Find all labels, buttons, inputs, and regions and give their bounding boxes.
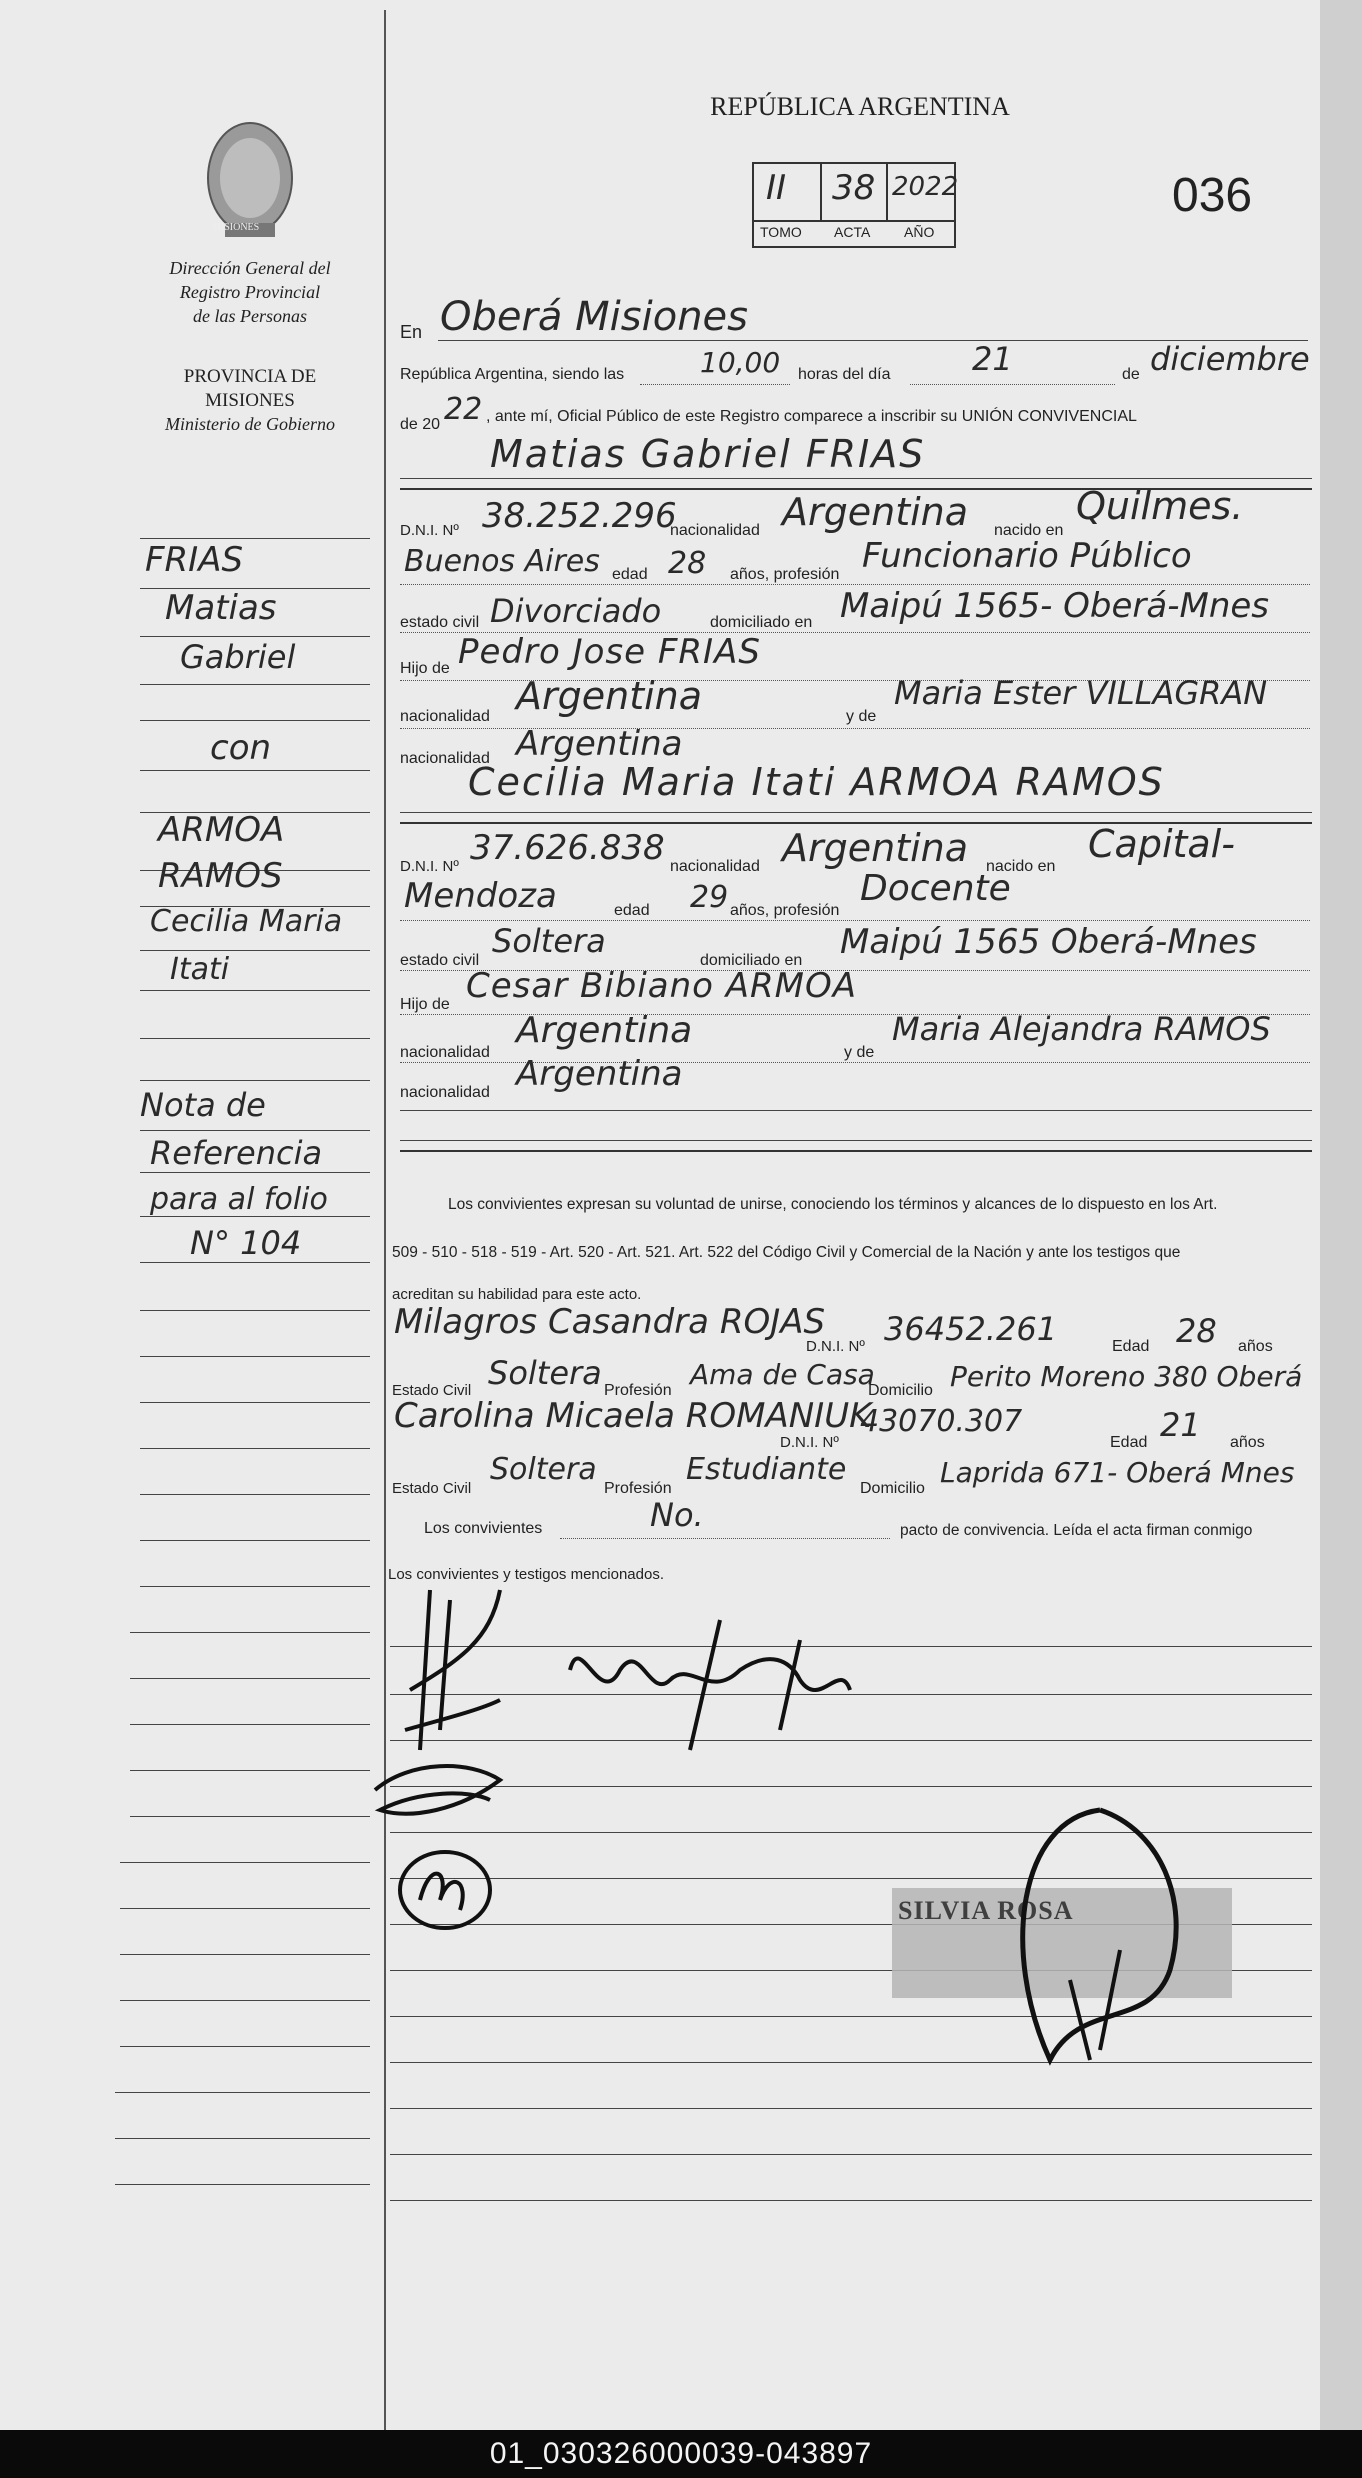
provincia-text: PROVINCIA DE bbox=[183, 366, 317, 387]
witness2-dni: 43070.307 bbox=[860, 1404, 1023, 1439]
party1-estado: Divorciado bbox=[490, 592, 662, 630]
edad-label-1: edad bbox=[612, 566, 648, 583]
margin-surname-2: ARMOA bbox=[158, 810, 285, 850]
yde-label-2: y de bbox=[844, 1044, 875, 1061]
nacido-label-2: nacido en bbox=[986, 858, 1056, 875]
party1-mother-nac: Argentina bbox=[516, 724, 683, 764]
margin-note-4: N° 104 bbox=[190, 1224, 302, 1262]
page-edge bbox=[1320, 0, 1362, 2430]
registry-box bbox=[752, 162, 959, 248]
legal-text-1: Los convivientes expresan su voluntad de unirse, conociendo los términos y alcances de lo dispuesto en los Art. bbox=[448, 1196, 1218, 1213]
document-code: 01_030326000039-043897 bbox=[0, 2430, 1362, 2478]
hijo-label-1: Hijo de bbox=[400, 660, 450, 677]
signature-3-icon bbox=[370, 1750, 510, 1830]
misiones-text: MISIONES bbox=[205, 390, 295, 411]
party2-mother: Maria Alejandra RAMOS bbox=[892, 1010, 1271, 1048]
estado-label-2: estado civil bbox=[400, 952, 480, 969]
nac-label-4: nacionalidad bbox=[670, 858, 760, 875]
pacto-label: Los convivientes bbox=[424, 1520, 543, 1537]
hijo-label-2: Hijo de bbox=[400, 996, 450, 1013]
profesion-label-2: años, profesión bbox=[730, 902, 840, 919]
de20-label: de 20 bbox=[400, 416, 441, 433]
estado-civil-label-2: Estado Civil bbox=[392, 1480, 472, 1497]
closing-text: Los convivientes y testigos mencionados. bbox=[388, 1566, 664, 1583]
pacto-value: No. bbox=[650, 1496, 704, 1534]
signature-2-icon bbox=[540, 1600, 870, 1760]
nacido-label-1: nacido en bbox=[994, 522, 1064, 539]
witness1-edad-label: Edad bbox=[1112, 1338, 1150, 1355]
party1-nac: Argentina bbox=[782, 490, 969, 534]
nac-label-5: nacionalidad bbox=[400, 1044, 490, 1061]
dni-label-2: D.N.I. Nº bbox=[400, 858, 459, 875]
witness1-dni-label: D.N.I. Nº bbox=[806, 1338, 865, 1355]
page-number: 036 bbox=[1172, 169, 1253, 222]
direccion-text: Dirección General del bbox=[169, 258, 331, 278]
margin-name-4: Itati bbox=[170, 952, 230, 987]
profesion-label-1: años, profesión bbox=[730, 566, 840, 583]
witness2-estado: Soltera bbox=[490, 1452, 597, 1487]
party1-prof: Funcionario Público bbox=[862, 536, 1192, 576]
margin-note-3: para al folio bbox=[150, 1182, 328, 1217]
republica-label: República Argentina, siendo las bbox=[400, 366, 625, 383]
anio-value: 2022 bbox=[892, 172, 959, 202]
signature-1-icon bbox=[400, 1580, 520, 1760]
margin-name-2: Gabriel bbox=[180, 638, 296, 676]
party1-dom: Maipú 1565- Oberá-Mnes bbox=[840, 586, 1270, 626]
witness1-age: 28 bbox=[1176, 1312, 1217, 1350]
profesion2-label-1: Profesión bbox=[604, 1382, 672, 1399]
party2-prof: Docente bbox=[860, 868, 1011, 909]
witness2-anos-label: años bbox=[1230, 1434, 1265, 1451]
witness1-anos-label: años bbox=[1238, 1338, 1273, 1355]
witness1-dni: 36452.261 bbox=[884, 1310, 1058, 1348]
acta-label: ACTA bbox=[834, 224, 871, 240]
witness1-estado: Soltera bbox=[488, 1354, 602, 1392]
witness2-prof: Estudiante bbox=[686, 1452, 847, 1487]
witness2-age: 21 bbox=[1160, 1406, 1201, 1444]
year-value: 22 bbox=[444, 392, 483, 427]
party2-age: 29 bbox=[690, 880, 729, 915]
tomo-value: II bbox=[766, 168, 787, 208]
margin-note-1: Nota de bbox=[140, 1086, 266, 1124]
witness1-name: Milagros Casandra ROJAS bbox=[394, 1302, 826, 1342]
domicilio2-label-1: Domicilio bbox=[868, 1382, 933, 1399]
party2-born1: Capital- bbox=[1088, 822, 1235, 866]
party1-born2: Buenos Aires bbox=[404, 544, 600, 579]
witness1-dom: Perito Moreno 380 Oberá bbox=[950, 1360, 1303, 1393]
party1-age: 28 bbox=[668, 546, 707, 581]
estado-label-1: estado civil bbox=[400, 614, 480, 631]
yde-label-1: y de bbox=[846, 708, 877, 725]
witness2-dom: Laprida 671- Oberá Mnes bbox=[940, 1456, 1295, 1489]
margin-surname-1: FRIAS bbox=[145, 540, 244, 580]
registro-text: Registro Provincial bbox=[179, 282, 321, 302]
stamp-text: SILVIA ROSA bbox=[898, 1896, 1074, 1925]
party1-born1: Quilmes. bbox=[1076, 484, 1244, 528]
margin-divider bbox=[384, 10, 386, 2430]
party2-nac: Argentina bbox=[782, 826, 969, 870]
witness2-name: Carolina Micaela ROMANIUK bbox=[394, 1396, 872, 1436]
month-value: diciembre bbox=[1150, 340, 1310, 378]
domicilio-label-2: domiciliado en bbox=[700, 952, 803, 969]
horas-label: horas del día bbox=[798, 366, 891, 383]
legal-text-2: 509 - 510 - 518 - 519 - Art. 520 - Art. 521. Art. 522 del Código Civil y Comercial de la Nación y ante los testigos que bbox=[392, 1244, 1181, 1261]
nac-label-1: nacionalidad bbox=[670, 522, 760, 539]
profesion2-label-2: Profesión bbox=[604, 1480, 672, 1497]
seal-label: MISIONES bbox=[212, 222, 260, 233]
margin-name-3: Cecilia Maria bbox=[150, 904, 343, 939]
legal-text-3: acreditan su habilidad para este acto. bbox=[392, 1286, 642, 1303]
pacto-text: pacto de convivencia. Leída el acta firman conmigo bbox=[900, 1522, 1253, 1539]
hour-value: 10,00 bbox=[700, 346, 781, 379]
party2-father-nac: Argentina bbox=[516, 1010, 693, 1051]
stamp-signature-icon bbox=[990, 1800, 1200, 2080]
margin-note-2: Referencia bbox=[150, 1134, 323, 1172]
en-label: En bbox=[400, 322, 423, 342]
personas-text: de las Personas bbox=[193, 306, 307, 326]
party1-father-nac: Argentina bbox=[516, 674, 703, 718]
estado-civil-label-1: Estado Civil bbox=[392, 1382, 472, 1399]
signature-4-icon bbox=[390, 1840, 500, 1940]
domicilio2-label-2: Domicilio bbox=[860, 1480, 925, 1497]
witness2-edad-label: Edad bbox=[1110, 1434, 1148, 1451]
edad-label-2: edad bbox=[614, 902, 650, 919]
party1-dni: 38.252.296 bbox=[482, 496, 677, 536]
party2-dni: 37.626.838 bbox=[470, 828, 665, 868]
nac-label-3: nacionalidad bbox=[400, 750, 490, 767]
dni-label-1: D.N.I. Nº bbox=[400, 522, 459, 539]
ministerio-text: Ministerio de Gobierno bbox=[165, 414, 335, 434]
party2-father: Cesar Bibiano ARMOA bbox=[466, 966, 858, 1006]
margin-surname-3: RAMOS bbox=[158, 856, 283, 896]
country-title: REPÚBLICA ARGENTINA bbox=[710, 92, 1010, 121]
place-value: Oberá Misiones bbox=[440, 294, 749, 340]
margin-name-1: Matias bbox=[165, 588, 277, 628]
intro-text: , ante mí, Oficial Público de este Registro comparece a inscribir su UNIÓN CONVIVENCIAL bbox=[486, 408, 1137, 425]
tomo-label: TOMO bbox=[760, 224, 802, 240]
party1-mother: Maria Ester VILLAGRAN bbox=[894, 674, 1268, 712]
nac-label-2: nacionalidad bbox=[400, 708, 490, 725]
de-label: de bbox=[1122, 366, 1140, 383]
acta-value: 38 bbox=[832, 168, 876, 208]
margin-con: con bbox=[210, 728, 272, 768]
day-value: 21 bbox=[972, 340, 1013, 378]
party2-name: Cecilia Maria Itati ARMOA RAMOS bbox=[468, 760, 1165, 804]
witness2-dni-label: D.N.I. Nº bbox=[780, 1434, 839, 1451]
nac-label-6: nacionalidad bbox=[400, 1084, 490, 1101]
party1-name: Matias Gabriel FRIAS bbox=[490, 432, 926, 476]
party2-born2: Mendoza bbox=[404, 876, 557, 916]
witness1-prof: Ama de Casa bbox=[690, 1358, 875, 1391]
domicilio-label-1: domiciliado en bbox=[710, 614, 813, 631]
party2-mother-nac: Argentina bbox=[516, 1054, 683, 1094]
party2-dom: Maipú 1565 Oberá-Mnes bbox=[840, 922, 1257, 962]
anio-label: AÑO bbox=[904, 224, 935, 240]
party1-father: Pedro Jose FRIAS bbox=[458, 632, 761, 672]
party2-estado: Soltera bbox=[492, 922, 606, 960]
